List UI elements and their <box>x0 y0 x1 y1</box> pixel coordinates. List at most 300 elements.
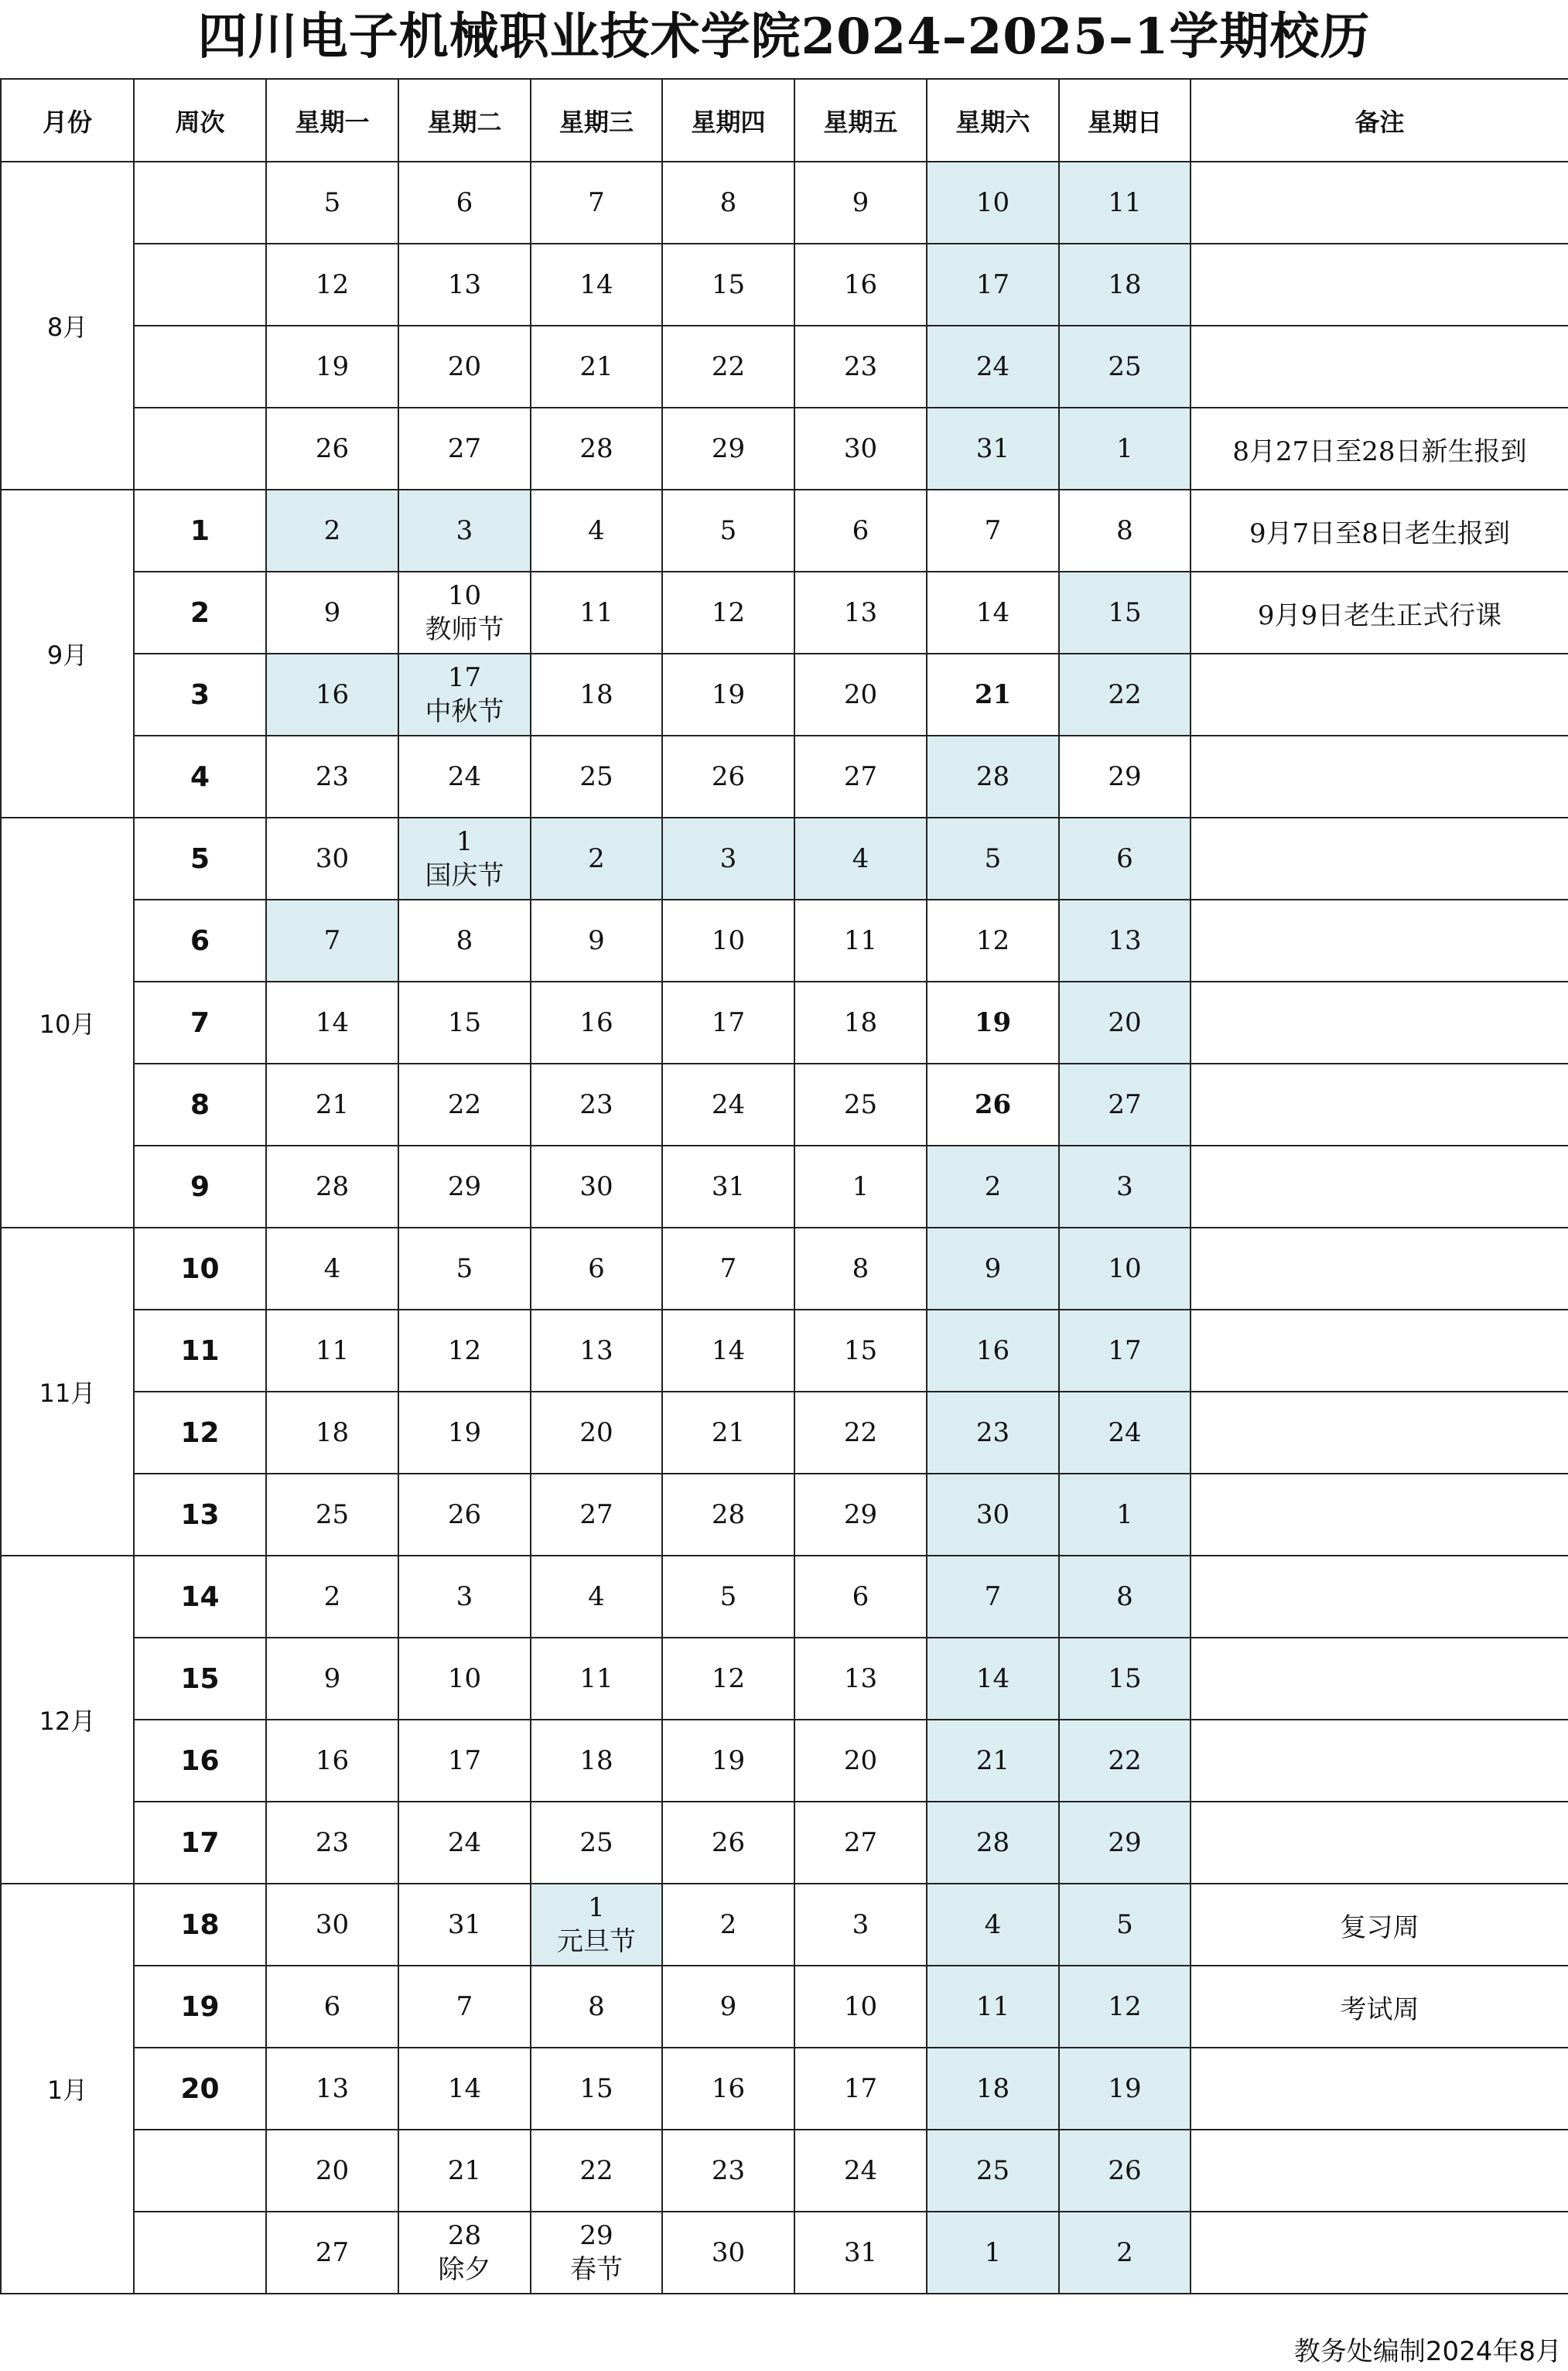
day-cell <box>1059 1064 1191 1146</box>
day-number: 2 <box>588 843 605 874</box>
day-number: 29 <box>843 1499 878 1530</box>
day-number: 15 <box>1108 1663 1142 1694</box>
day-number: 26 <box>315 433 350 464</box>
remark-cell <box>1191 736 1568 818</box>
week-number-cell: 16 <box>134 1720 266 1802</box>
day-number: 30 <box>975 1499 1010 1530</box>
day-number: 28 <box>975 1827 1010 1858</box>
table-row <box>1 818 1568 900</box>
day-number: 30 <box>315 1909 350 1940</box>
day-cell <box>662 326 794 408</box>
day-number: 2 <box>719 1909 737 1940</box>
remark-cell <box>1191 2048 1568 2130</box>
day-cell <box>1059 736 1191 818</box>
day-number: 8 <box>588 1991 605 2022</box>
day-cell <box>531 326 662 408</box>
day-number: 10 <box>1108 1253 1142 1284</box>
day-number: 6 <box>1116 843 1133 874</box>
day-number: 8 <box>852 1253 869 1284</box>
remark-cell: 考试周 <box>1191 1966 1568 2048</box>
day-cell <box>662 1064 794 1146</box>
day-number: 19 <box>711 1745 746 1776</box>
day-number: 31 <box>447 1909 482 1940</box>
day-number: 6 <box>588 1253 605 1284</box>
day-number: 28 <box>447 2220 482 2251</box>
day-cell <box>794 2130 927 2212</box>
day-cell <box>266 982 398 1064</box>
table-row <box>1 1228 1568 1310</box>
day-cell <box>1059 654 1191 736</box>
day-cell <box>531 1884 662 1966</box>
day-cell <box>1059 572 1191 654</box>
day-number: 5 <box>1116 1909 1133 1940</box>
remark-cell: 8月27日至28日新生报到 <box>1191 408 1568 490</box>
day-cell <box>662 1392 794 1474</box>
day-number: 7 <box>588 187 605 218</box>
holiday-label: 春节 <box>570 2254 623 2285</box>
table-row <box>1 2048 1568 2130</box>
day-number: 14 <box>711 1335 746 1366</box>
day-number: 6 <box>852 1581 869 1612</box>
day-cell <box>266 1064 398 1146</box>
day-cell <box>398 1146 531 1228</box>
day-number: 11 <box>1108 187 1142 218</box>
day-cell <box>398 736 531 818</box>
day-cell <box>398 1392 531 1474</box>
month-cell: 10月 <box>1 818 134 1228</box>
day-number: 25 <box>315 1499 350 1530</box>
day-number: 3 <box>719 843 737 874</box>
day-number: 17 <box>843 2073 878 2104</box>
day-number: 10 <box>975 187 1010 218</box>
day-number: 1 <box>456 826 473 857</box>
day-cell <box>1059 1884 1191 1966</box>
day-number: 31 <box>711 1171 746 1202</box>
day-number: 11 <box>975 1991 1010 2022</box>
day-cell <box>266 818 398 900</box>
day-cell <box>794 1392 927 1474</box>
day-cell <box>1059 818 1191 900</box>
week-number-cell <box>134 162 266 244</box>
day-cell <box>531 1392 662 1474</box>
day-number: 31 <box>843 2237 878 2268</box>
day-cell <box>662 818 794 900</box>
day-cell <box>531 2130 662 2212</box>
day-number: 26 <box>974 1089 1012 1120</box>
day-number: 16 <box>315 679 350 710</box>
day-number: 22 <box>1108 679 1142 710</box>
day-cell <box>927 818 1059 900</box>
day-cell <box>266 1228 398 1310</box>
day-number: 1 <box>1116 1499 1133 1530</box>
day-cell <box>1059 490 1191 572</box>
remark-cell <box>1191 162 1568 244</box>
day-cell <box>266 572 398 654</box>
holiday-label: 元旦节 <box>557 1926 636 1957</box>
remark-cell <box>1191 1638 1568 1720</box>
day-number: 16 <box>711 2073 746 2104</box>
table-row <box>1 326 1568 408</box>
day-cell <box>266 900 398 982</box>
table-row <box>1 2130 1568 2212</box>
day-cell <box>398 162 531 244</box>
day-number: 27 <box>843 1827 878 1858</box>
day-number: 6 <box>456 187 473 218</box>
day-number: 24 <box>975 351 1010 382</box>
day-cell <box>794 244 927 326</box>
day-number: 7 <box>456 1991 473 2022</box>
remark-cell <box>1191 1310 1568 1392</box>
day-number: 13 <box>315 2073 350 2104</box>
day-number: 27 <box>843 761 878 792</box>
day-cell <box>927 900 1059 982</box>
day-cell <box>531 1228 662 1310</box>
day-cell <box>531 900 662 982</box>
day-number: 20 <box>315 2155 350 2186</box>
day-cell <box>531 162 662 244</box>
day-number: 14 <box>975 597 1010 628</box>
day-cell <box>398 1228 531 1310</box>
day-number: 29 <box>447 1171 482 1202</box>
day-cell <box>266 408 398 490</box>
day-number: 21 <box>711 1417 746 1448</box>
day-cell <box>531 1966 662 2048</box>
day-cell <box>662 2048 794 2130</box>
week-number-cell: 9 <box>134 1146 266 1228</box>
day-cell <box>662 162 794 244</box>
day-number: 6 <box>323 1991 341 2022</box>
day-number: 18 <box>579 679 613 710</box>
table-row <box>1 736 1568 818</box>
day-cell <box>794 1474 927 1556</box>
day-cell <box>927 1966 1059 2048</box>
day-cell <box>927 1228 1059 1310</box>
day-number: 5 <box>984 843 1002 874</box>
remark-cell <box>1191 326 1568 408</box>
day-number: 10 <box>843 1991 878 2022</box>
day-number: 25 <box>975 2155 1010 2186</box>
day-cell <box>1059 1556 1191 1638</box>
day-cell <box>794 654 927 736</box>
day-number: 27 <box>447 433 482 464</box>
day-cell <box>794 490 927 572</box>
calendar-title: 四川电子机械职业技术学院2024–2025–1学期校历 <box>197 8 1371 66</box>
month-cell: 9月 <box>1 490 134 818</box>
day-number: 13 <box>843 1663 878 1694</box>
day-cell <box>794 1802 927 1884</box>
day-number: 20 <box>843 679 878 710</box>
day-cell <box>266 490 398 572</box>
week-number-cell: 17 <box>134 1802 266 1884</box>
holiday-label: 教师节 <box>425 614 504 645</box>
day-cell <box>1059 1474 1191 1556</box>
day-number: 3 <box>456 515 473 546</box>
day-number: 27 <box>579 1499 613 1530</box>
day-number: 28 <box>975 761 1010 792</box>
day-cell <box>794 1638 927 1720</box>
month-cell: 12月 <box>1 1556 134 1884</box>
table-row <box>1 1802 1568 1884</box>
day-cell <box>1059 2048 1191 2130</box>
day-cell <box>927 2048 1059 2130</box>
day-number: 1 <box>852 1171 869 1202</box>
table-row <box>1 1392 1568 1474</box>
day-cell <box>266 1884 398 1966</box>
day-number: 19 <box>974 1007 1012 1038</box>
week-number-cell: 10 <box>134 1228 266 1310</box>
remark-cell: 复习周 <box>1191 1884 1568 1966</box>
day-number: 1 <box>588 1892 605 1923</box>
day-number: 6 <box>852 515 869 546</box>
day-cell <box>266 736 398 818</box>
day-number: 19 <box>711 679 746 710</box>
day-cell <box>1059 2130 1191 2212</box>
day-cell <box>531 1310 662 1392</box>
day-cell <box>794 982 927 1064</box>
day-cell <box>1059 1392 1191 1474</box>
day-cell <box>662 654 794 736</box>
day-cell <box>398 818 531 900</box>
day-number: 10 <box>447 1663 482 1694</box>
remark-cell <box>1191 1556 1568 1638</box>
day-cell <box>794 1146 927 1228</box>
day-cell <box>927 2130 1059 2212</box>
day-cell <box>266 1392 398 1474</box>
day-cell <box>266 162 398 244</box>
day-cell <box>398 654 531 736</box>
day-cell <box>1059 408 1191 490</box>
day-cell <box>794 1556 927 1638</box>
day-cell <box>398 1966 531 2048</box>
day-number: 1 <box>1116 433 1133 464</box>
day-number: 27 <box>1108 1089 1142 1120</box>
day-cell <box>398 2130 531 2212</box>
day-number: 15 <box>1108 597 1142 628</box>
day-cell <box>398 1064 531 1146</box>
week-number-cell <box>134 2212 266 2294</box>
day-cell <box>531 1146 662 1228</box>
day-number: 4 <box>852 843 869 874</box>
day-number: 15 <box>711 269 746 300</box>
day-cell <box>266 1720 398 1802</box>
day-number: 13 <box>843 597 878 628</box>
day-number: 14 <box>315 1007 350 1038</box>
day-cell <box>398 490 531 572</box>
day-number: 12 <box>711 597 746 628</box>
remark-cell <box>1191 1146 1568 1228</box>
table-body <box>1 162 1568 2294</box>
day-cell <box>662 1720 794 1802</box>
table-row <box>1 1638 1568 1720</box>
table-row <box>1 490 1568 572</box>
day-cell <box>794 2212 927 2294</box>
remark-cell <box>1191 1392 1568 1474</box>
day-number: 14 <box>975 1663 1010 1694</box>
day-number: 25 <box>579 1827 613 1858</box>
day-number: 23 <box>579 1089 613 1120</box>
day-cell <box>662 2130 794 2212</box>
day-cell <box>531 490 662 572</box>
day-cell <box>1059 1802 1191 1884</box>
remark-cell <box>1191 1720 1568 1802</box>
day-number: 2 <box>323 515 341 546</box>
table-row <box>1 900 1568 982</box>
day-cell <box>794 2048 927 2130</box>
day-number: 21 <box>579 351 613 382</box>
day-cell <box>1059 982 1191 1064</box>
day-cell <box>1059 162 1191 244</box>
day-cell <box>662 408 794 490</box>
table-row <box>1 1146 1568 1228</box>
footer-note: 教务处编制2024年8月 <box>1293 2336 1562 2367</box>
day-number: 22 <box>711 351 746 382</box>
day-cell <box>927 1310 1059 1392</box>
day-cell <box>662 1802 794 1884</box>
day-cell <box>1059 1966 1191 2048</box>
remark-cell <box>1191 654 1568 736</box>
day-cell <box>662 1556 794 1638</box>
day-number: 5 <box>719 515 737 546</box>
week-number-cell: 5 <box>134 818 266 900</box>
day-number: 16 <box>843 269 878 300</box>
day-number: 24 <box>447 1827 482 1858</box>
day-number: 13 <box>447 269 482 300</box>
day-cell <box>398 244 531 326</box>
day-cell <box>794 408 927 490</box>
day-cell <box>794 818 927 900</box>
day-cell <box>794 1720 927 1802</box>
day-cell <box>531 1802 662 1884</box>
day-cell <box>662 900 794 982</box>
remark-cell: 9月7日至8日老生报到 <box>1191 490 1568 572</box>
day-cell <box>927 736 1059 818</box>
day-cell <box>1059 1146 1191 1228</box>
day-number: 23 <box>843 351 878 382</box>
day-number: 30 <box>315 843 350 874</box>
header-sunday: 星期日 <box>1059 79 1191 162</box>
day-cell <box>927 1720 1059 1802</box>
day-number: 21 <box>974 679 1012 710</box>
day-number: 17 <box>1108 1335 1142 1366</box>
day-number: 12 <box>975 925 1010 956</box>
day-number: 20 <box>1108 1007 1142 1038</box>
day-cell <box>266 326 398 408</box>
day-cell <box>531 1720 662 1802</box>
day-number: 9 <box>984 1253 1002 1284</box>
day-number: 28 <box>579 433 613 464</box>
day-cell <box>398 572 531 654</box>
day-cell <box>266 1146 398 1228</box>
remark-cell <box>1191 1064 1568 1146</box>
remark-cell <box>1191 2130 1568 2212</box>
day-cell <box>266 2048 398 2130</box>
day-number: 28 <box>711 1499 746 1530</box>
day-cell <box>266 1310 398 1392</box>
day-number: 25 <box>1108 351 1142 382</box>
day-number: 18 <box>579 1745 613 1776</box>
table-row <box>1 244 1568 326</box>
day-cell <box>398 1638 531 1720</box>
day-number: 26 <box>711 1827 746 1858</box>
day-number: 4 <box>588 1581 605 1612</box>
day-number: 27 <box>315 2237 350 2268</box>
day-cell <box>266 2130 398 2212</box>
day-number: 28 <box>315 1171 350 1202</box>
week-number-cell: 7 <box>134 982 266 1064</box>
day-number: 2 <box>323 1581 341 1612</box>
day-cell <box>531 1638 662 1720</box>
table-row <box>1 1474 1568 1556</box>
day-number: 9 <box>323 1663 341 1694</box>
day-number: 11 <box>315 1335 350 1366</box>
day-number: 18 <box>315 1417 350 1448</box>
header-friday: 星期五 <box>794 79 927 162</box>
day-cell <box>266 1802 398 1884</box>
day-cell <box>398 1720 531 1802</box>
day-number: 12 <box>315 269 350 300</box>
holiday-label: 国庆节 <box>425 860 504 891</box>
day-cell <box>794 326 927 408</box>
day-cell <box>662 490 794 572</box>
day-cell <box>1059 1228 1191 1310</box>
day-number: 22 <box>447 1089 482 1120</box>
day-cell <box>531 982 662 1064</box>
month-cell: 11月 <box>1 1228 134 1556</box>
day-number: 20 <box>843 1745 878 1776</box>
day-cell <box>266 1474 398 1556</box>
school-calendar-table <box>0 78 1568 2294</box>
remark-cell <box>1191 1474 1568 1556</box>
day-cell <box>662 1146 794 1228</box>
day-number: 12 <box>447 1335 482 1366</box>
day-cell <box>531 408 662 490</box>
day-number: 29 <box>711 433 746 464</box>
day-cell <box>927 1884 1059 1966</box>
day-cell <box>398 1884 531 1966</box>
day-number: 19 <box>1108 2073 1142 2104</box>
day-cell <box>662 1638 794 1720</box>
remark-cell <box>1191 982 1568 1064</box>
day-number: 30 <box>711 2237 746 2268</box>
day-number: 24 <box>447 761 482 792</box>
day-number: 24 <box>1108 1417 1142 1448</box>
day-number: 17 <box>711 1007 746 1038</box>
day-number: 29 <box>579 2220 613 2251</box>
day-number: 9 <box>323 597 341 628</box>
day-cell <box>398 900 531 982</box>
header-monday: 星期一 <box>266 79 398 162</box>
day-number: 7 <box>323 925 341 956</box>
day-cell <box>794 1064 927 1146</box>
day-number: 12 <box>711 1663 746 1694</box>
table-row <box>1 1064 1568 1146</box>
day-number: 18 <box>843 1007 878 1038</box>
day-number: 25 <box>843 1089 878 1120</box>
day-number: 21 <box>315 1089 350 1120</box>
remark-cell <box>1191 244 1568 326</box>
week-number-cell: 15 <box>134 1638 266 1720</box>
table-row <box>1 1884 1568 1966</box>
day-number: 15 <box>579 2073 613 2104</box>
day-number: 29 <box>1108 761 1142 792</box>
day-cell <box>1059 244 1191 326</box>
day-cell <box>927 244 1059 326</box>
holiday-label: 中秋节 <box>425 696 504 727</box>
day-number: 3 <box>1116 1171 1133 1202</box>
day-number: 15 <box>447 1007 482 1038</box>
day-cell <box>531 1474 662 1556</box>
table-row <box>1 572 1568 654</box>
